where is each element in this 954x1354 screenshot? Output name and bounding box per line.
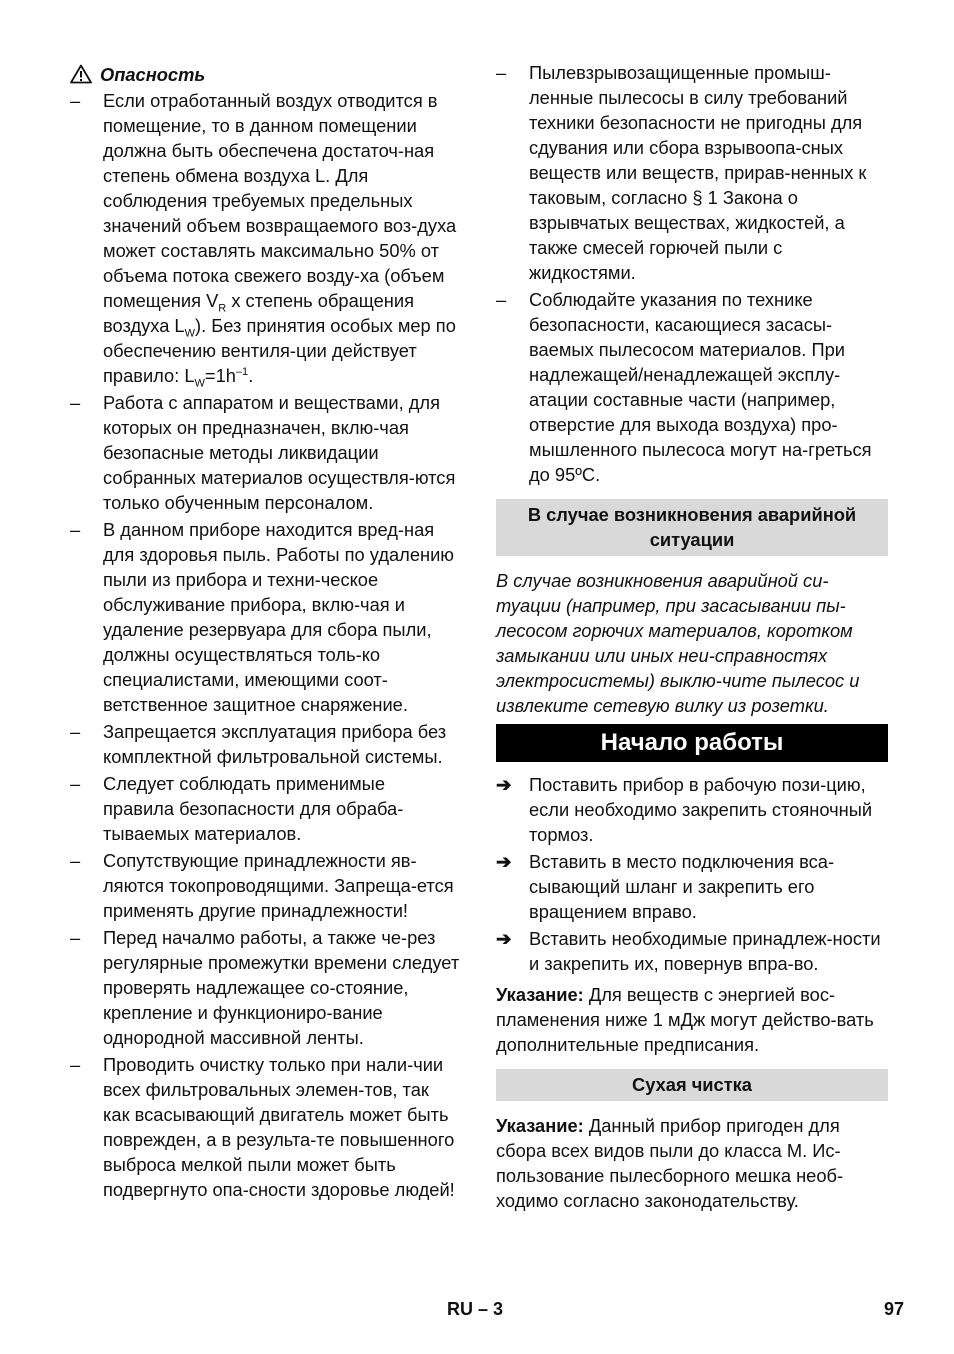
item-text: Проводить очистку только при нали-чии всех фильтровальных элемен-тов, так как всасывающий двигатель может быть поврежден, а в результа-те повышенного выброса мелкой пыли может быть подвергнуто опа-сности здоровье людей! (103, 1054, 455, 1200)
item-text: Сопутствующие принадлежности яв-ляются токопроводящими. Запреща-ется применять другие принадлежности! (103, 850, 454, 921)
dash-bullet: – (70, 850, 81, 871)
dash-bullet: – (70, 773, 81, 794)
note-text: Для веществ с энергией вос-пламенения ниже 1 мДж могут действо-вать дополнительные предписания. (496, 984, 874, 1055)
item-text: Соблюдайте указания по технике безопасности, касающиеся засасы-ваемых пылесосом материалов. При надлежащей/ненадлежащей эксплу-атации составные части (например, отверстие для выхода воздуха) про-мышленного пылесоса могут на-греться до 95ºC. (529, 289, 872, 485)
note-paragraph (496, 1113, 888, 1213)
danger-title: Опасность (100, 63, 206, 85)
dry-cleaning-heading: Сухая чистка (496, 1069, 888, 1101)
list-item (70, 390, 460, 515)
emergency-heading: В случае возникновения аварийной ситуации (496, 499, 888, 556)
dash-bullet: – (70, 721, 81, 742)
item-text: Если отработанный воздух отводится в помещение, то в данном помещении должна быть обеспечена достаточ-ная степень обмена воздуха L. Для соблюдения требуемых предельных значений объем возвращаемого воз-духа может составлять максимально 50% от объема потока свежего возду-ха (объем помещения $V_R$ x степень обращения воздуха $L_W$). Без принятия особых мер по обеспечению вентиля-ции действует правило: $L_W=1h^{-1}$. (103, 90, 457, 390)
step-text: Вставить необходимые принадлеж-ности и закрепить их, повернув впра-во. (529, 928, 881, 974)
item-text: Работа с аппаратом и веществами, для которых он предназначен, вклю-чая безопасные методы ликвидации собранных материалов осуществля-ются только обученным персоналом. (103, 392, 456, 513)
right-column (496, 60, 888, 1213)
list-item (70, 1052, 460, 1202)
left-column (70, 60, 460, 1204)
emergency-text: В случае возникновения аварийной си-туации (например, при засасывании пы-лесосом горючих материалов, коротком замыкании или иных неи-справностях электросистемы) выклю-чите пылесос и извлеките сетевую вилку из розетки. (496, 570, 860, 716)
footer-section: RU – 3 (447, 1299, 504, 1319)
page-number: 97 (884, 1299, 905, 1319)
item-text: Запрещается эксплуатация прибора без комплектной фильтровальной системы. (103, 721, 447, 767)
list-item (496, 287, 888, 487)
list-item (70, 517, 460, 717)
step-item (496, 772, 888, 847)
item-text: Перед началмо работы, а также че-рез регулярные промежутки времени следует проверять надлежащее со-стояние, крепление и функциониро-вание однородной массивной ленты. (103, 927, 460, 1048)
list-item (70, 719, 460, 769)
arrow-right-icon: ➔ (496, 774, 512, 795)
note-label: Указание: (496, 984, 584, 1005)
dash-bullet: – (496, 289, 507, 310)
step-text: Вставить в место подключения вса-сывающий шланг и закрепить его вращением вправо. (529, 851, 835, 922)
note-text: Данный прибор пригоден для сбора всех видов пыли до класса M. Ис-пользование пылесборного мешка необ-ходимо согласно законодательству. (496, 1115, 844, 1211)
item-text: Следует соблюдать применимые правила безопасности для обраба-тываемых материалов. (103, 773, 404, 844)
item-text: В данном приборе находится вред-ная для здоровья пыль. Работы по удалению пыли из прибора и техни-ческое обслуживание прибора, вклю-чая и удаление резервуара для сбора пыли, должны осуществляться толь-ко специалистами, имеющими соот-ветственное защитное снаряжение. (103, 519, 455, 715)
arrow-right-icon: ➔ (496, 928, 512, 949)
warning-triangle-icon (70, 64, 92, 84)
start-heading: Начало работы (496, 724, 888, 762)
step-text: Поставить прибор в рабочую пози-цию, если необходимо закрепить стояночный тормоз. (529, 774, 873, 845)
dash-bullet: – (70, 392, 81, 413)
step-item (496, 926, 888, 976)
dash-bullet: – (70, 519, 81, 540)
list-item (70, 771, 460, 846)
list-item (496, 60, 888, 285)
list-item (70, 848, 460, 923)
dash-bullet: – (70, 90, 81, 111)
list-item (70, 925, 460, 1050)
list-item (70, 88, 460, 388)
item-text: Пылевзрывозащищенные промыш-ленные пылесосы в силу требований техники безопасности не пригодны для сдувания или сбора взрывоопа-сных веществ или веществ, прирав-ненных к таковым, согласно § 1 Закона о взрывчатых веществах, жидкостей, а также смесей горючей пыли с жидкостями. (529, 62, 867, 283)
arrow-right-icon: ➔ (496, 851, 512, 872)
danger-heading (70, 60, 460, 88)
step-item (496, 849, 888, 924)
note-paragraph (496, 982, 888, 1057)
note-label: Указание: (496, 1115, 584, 1136)
dash-bullet: – (70, 927, 81, 948)
dash-bullet: – (70, 1054, 81, 1075)
dash-bullet: – (496, 62, 507, 83)
